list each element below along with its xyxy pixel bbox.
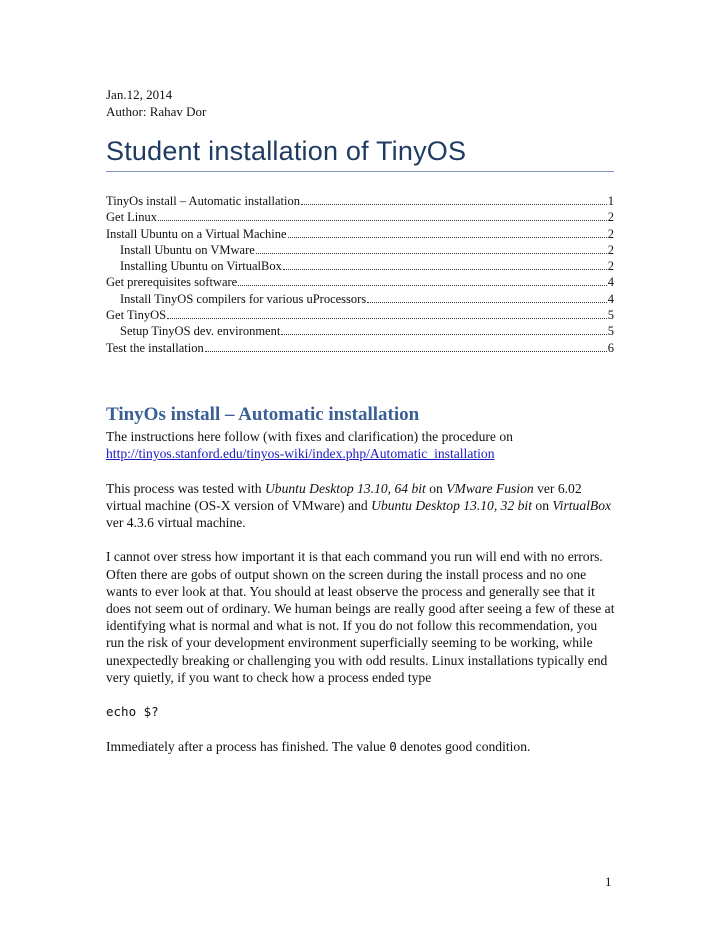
toc-entry[interactable] xyxy=(106,227,614,243)
toc-entry[interactable] xyxy=(106,210,614,226)
section-heading: TinyOs install – Automatic installation xyxy=(106,404,420,425)
tested-text: on xyxy=(425,480,447,496)
toc-entry-page: 4 xyxy=(607,291,614,306)
document-title: Student installation of TinyOS xyxy=(106,136,614,172)
intro-text: The instructions here follow (with fixes and clarification) the procedure on xyxy=(106,429,513,444)
after-paragraph xyxy=(106,738,616,755)
toc-entry-label: Installing Ubuntu on VirtualBox xyxy=(120,259,282,274)
tested-emphasis: VMware Fusion xyxy=(446,480,534,496)
tested-text: on xyxy=(532,497,553,513)
toc-entry-page: 2 xyxy=(607,259,614,274)
toc-entry-label: Install Ubuntu on VMware xyxy=(120,242,255,257)
toc-entry-label: Install TinyOS compilers for various uProcessors xyxy=(120,291,367,306)
intro-paragraph xyxy=(106,428,616,462)
toc-entry[interactable] xyxy=(106,194,614,210)
toc-leader-dots xyxy=(288,237,607,238)
toc-entry-label: Get TinyOS xyxy=(106,308,167,323)
toc-leader-dots xyxy=(158,220,607,221)
toc-entry-page: 2 xyxy=(607,210,614,225)
table-of-contents xyxy=(106,194,614,357)
command-code-block: echo $? xyxy=(106,704,159,720)
tested-emphasis: VirtualBox xyxy=(552,497,612,513)
toc-entry[interactable] xyxy=(106,308,614,324)
after-text: denotes good condition. xyxy=(396,738,531,754)
toc-entry[interactable] xyxy=(106,243,614,259)
automatic-installation-link[interactable]: http://tinyos.stanford.edu/tinyos-wiki/index.php/Automatic_installation xyxy=(106,446,495,462)
toc-leader-dots xyxy=(283,269,607,270)
toc-leader-dots xyxy=(367,302,607,303)
toc-leader-dots xyxy=(301,204,607,205)
tested-text: This process was tested with xyxy=(106,480,265,496)
document-author: Author: Rahav Dor xyxy=(106,104,207,119)
toc-entry-label: Get prerequisites software xyxy=(106,275,238,290)
toc-leader-dots xyxy=(205,351,607,352)
toc-entry-label: Get Linux xyxy=(106,210,158,225)
toc-leader-dots xyxy=(167,318,607,319)
tested-paragraph xyxy=(106,480,616,532)
toc-entry[interactable] xyxy=(106,324,614,340)
toc-entry-page: 1 xyxy=(607,194,614,208)
toc-entry[interactable] xyxy=(106,292,614,308)
toc-leader-dots xyxy=(238,285,607,286)
toc-entry-page: 2 xyxy=(607,242,614,257)
after-text: Immediately after a process has finished. The value xyxy=(106,738,390,754)
warning-paragraph: I cannot over stress how important it is that each command you run will end with no errors. Often there are gobs of output shown on the screen during the install process and no one wants to ever look at that. You should at least observe the process and generally see that it does not seem out of ordinary. We human beings are really good after seeing a few of these at identifying what is normal and what is not. If you do not follow this recommendation, you run the risk of your development environment superficially seeming to be working, while unexpectedly breaking or challenging you with odd results. Linux installations typically end very quietly, if you want to check how a process ended type xyxy=(106,549,615,685)
toc-entry-page: 5 xyxy=(607,308,614,323)
inline-code: 0 xyxy=(389,738,397,754)
toc-entry[interactable] xyxy=(106,275,614,291)
tested-emphasis: Ubuntu Desktop 13.10, 32 bit xyxy=(371,497,532,513)
toc-entry-label: TinyOs install – Automatic installation xyxy=(106,194,300,208)
toc-entry-label: Install Ubuntu on a Virtual Machine xyxy=(106,226,287,241)
toc-entry-page: 4 xyxy=(607,275,614,290)
toc-entry-page: 2 xyxy=(607,226,614,241)
tested-text: ver 4.3.6 virtual machine. xyxy=(106,515,246,530)
toc-leader-dots xyxy=(281,334,606,335)
document-meta xyxy=(106,86,206,120)
page-number: 1 xyxy=(605,874,612,889)
tested-text: ver 6.02 virtual machine (OS-X version of VMware) and xyxy=(106,480,582,513)
toc-entry-page: 5 xyxy=(607,324,614,339)
section-body xyxy=(106,428,616,772)
toc-leader-dots xyxy=(256,253,607,254)
document-date: Jan.12, 2014 xyxy=(106,87,173,102)
tested-emphasis: Ubuntu Desktop 13.10, 64 bit xyxy=(264,480,426,496)
toc-entry[interactable] xyxy=(106,259,614,275)
toc-entry-label: Test the installation xyxy=(106,340,204,355)
toc-entry-label: Setup TinyOS dev. environment xyxy=(120,324,281,339)
toc-entry-page: 6 xyxy=(607,340,614,355)
toc-entry[interactable] xyxy=(106,341,614,357)
